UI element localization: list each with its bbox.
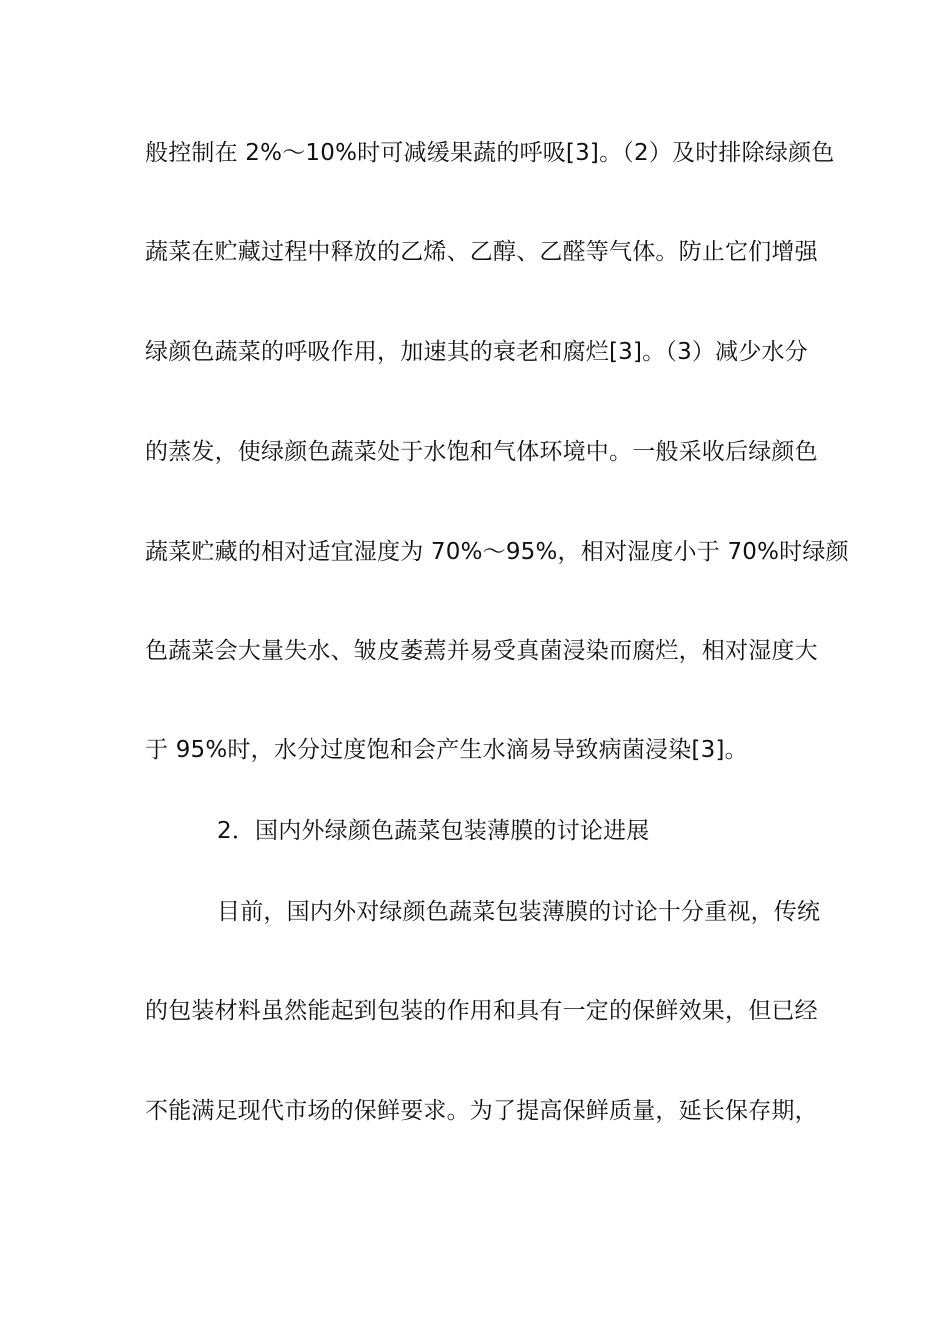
body-text-line: 色蔬菜会大量失水、皱皮萎蔫并易受真菌浸染而腐烂，相对湿度大	[145, 638, 818, 664]
section-heading: 2．国内外绿颜色蔬菜包装薄膜的讨论进展	[217, 818, 650, 844]
body-text-line: 般控制在 2%～10%时可减缓果蔬的呼吸[3]。（2）及时排除绿颜色	[145, 140, 835, 166]
body-text-line: 的包装材料虽然能起到包装的作用和具有一定的保鲜效果，但已经	[145, 998, 818, 1024]
paragraph-first-line: 目前，国内外对绿颜色蔬菜包装薄膜的讨论十分重视，传统	[217, 899, 821, 925]
body-text-line: 于 95%时，水分过度饱和会产生水滴易导致病菌浸染[3]。	[145, 737, 748, 763]
body-text-line: 蔬菜贮藏的相对适宜湿度为 70%～95%，相对湿度小于 70%时绿颜	[145, 539, 849, 565]
body-text-line: 不能满足现代市场的保鲜要求。为了提高保鲜质量，延长保存期，	[145, 1098, 818, 1124]
body-text-line: 绿颜色蔬菜的呼吸作用，加速其的衰老和腐烂[3]。（3）减少水分	[145, 339, 808, 365]
body-text-line: 蔬菜在贮藏过程中释放的乙烯、乙醇、乙醛等气体。防止它们增强	[145, 239, 818, 265]
body-text-line: 的蒸发，使绿颜色蔬菜处于水饱和气体环境中。一般采收后绿颜色	[145, 439, 818, 465]
